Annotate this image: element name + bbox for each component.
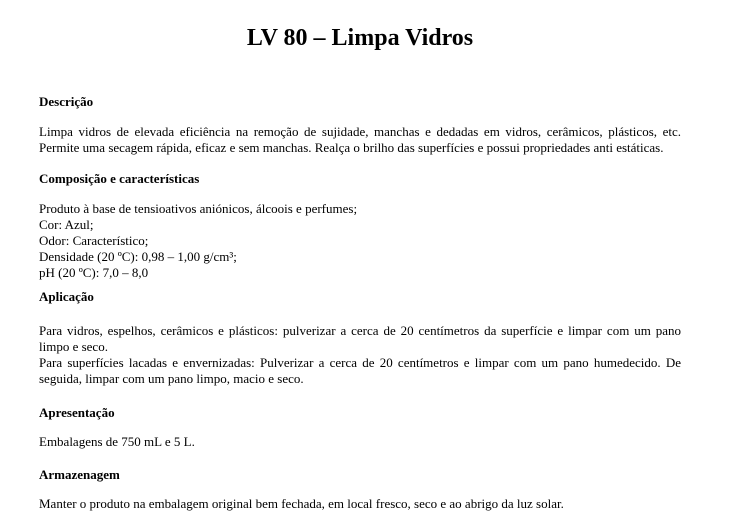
paragraph-apresentacao: [39, 434, 681, 450]
paragraph-line: seguida, limpar com um pano limpo, macio e seco.: [39, 371, 304, 386]
paragraph-line: Manter o produto na embalagem original bem fechada, em local fresco, seco e ao abrigo da luz solar.: [39, 496, 564, 511]
paragraph-line: pH (20 ºC): 7,0 – 8,0: [39, 265, 149, 280]
paragraph-composicao: [39, 201, 681, 281]
paragraph-line: Densidade (20 ºC): 0,98 – 1,00 g/cm³;: [39, 249, 237, 264]
section-heading-composicao: Composição e características: [39, 171, 200, 186]
section-heading-aplicacao: Aplicação: [39, 289, 94, 304]
paragraph-line: Permite uma secagem rápida, eficaz e sem manchas. Realça o brilho das superfícies e possui propriedades anti estáticas.: [39, 140, 664, 155]
paragraph-line: Cor: Azul;: [39, 217, 94, 232]
section-heading-armazenagem: Armazenagem: [39, 467, 120, 482]
paragraph-line: limpo e seco.: [39, 339, 108, 354]
paragraph-line: Para superfícies lacadas e envernizadas: Pulverizar a cerca de 20 centímetros e limpar com um pano humedecido. De: [39, 355, 681, 370]
section-heading-descricao: Descrição: [39, 94, 94, 109]
paragraph-aplicacao: [39, 323, 681, 387]
paragraph-line: Odor: Característico;: [39, 233, 149, 248]
section-heading-apresentacao: Apresentação: [39, 405, 115, 420]
paragraph-line: Embalagens de 750 mL e 5 L.: [39, 434, 195, 449]
paragraph-line: Para vidros, espelhos, cerâmicos e plásticos: pulverizar a cerca de 20 centímetros da superfície e limpar com um pano: [39, 323, 681, 338]
paragraph-line: Limpa vidros de elevada eficiência na remoção de sujidade, manchas e dedadas em vidros, cerâmicos, plásticos, etc.: [39, 124, 681, 139]
paragraph-line: Produto à base de tensioativos aniónicos, álcoois e perfumes;: [39, 201, 358, 216]
paragraph-armazenagem: [39, 496, 681, 512]
document-title: LV 80 – Limpa Vidros: [246, 25, 474, 51]
paragraph-descricao: [39, 124, 681, 156]
